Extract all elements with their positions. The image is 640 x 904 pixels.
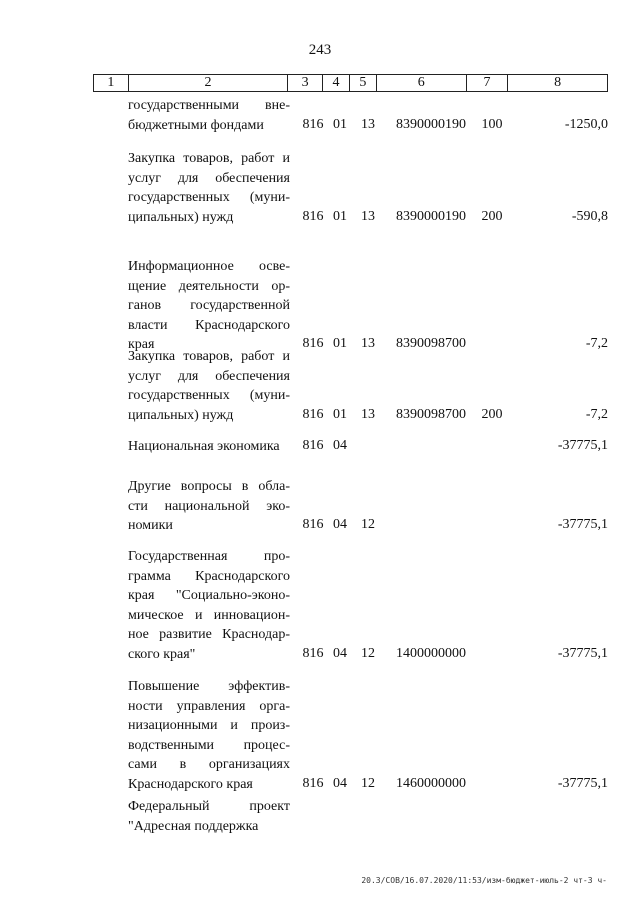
description-line: сами в организациях (128, 757, 290, 772)
header-col-3: 3 (288, 75, 323, 91)
description-line: Закупка товаров, работ и (128, 151, 290, 166)
cell-c6: 8390098700 (396, 336, 466, 351)
header-col-8: 8 (554, 75, 562, 90)
cell-c5: 12 (361, 645, 375, 661)
description-line: Краснодарского края (128, 776, 253, 792)
description-line: власти Краснодарского (128, 317, 290, 333)
cell-c8: -37775,1 (557, 775, 608, 791)
cell-c8: -590,8 (571, 208, 608, 224)
row-description (128, 96, 290, 135)
cell-c3: 816 (302, 438, 324, 453)
cell-c3: 816 (302, 517, 324, 532)
header-col-7: 7 (467, 75, 509, 91)
description-line: Закупка товаров, работ и (128, 349, 290, 364)
cell-c8: -37775,1 (557, 645, 608, 661)
description-line: Информационное осве- (128, 259, 290, 274)
description-line: края "Социально-эконо- (128, 588, 290, 603)
description-line: Повышение эффектив- (128, 679, 290, 694)
cell-c5: 12 (361, 775, 375, 791)
cell-c8: -1250,0 (564, 116, 608, 132)
cell-c5: 13 (361, 406, 375, 422)
cell-c5: 13 (361, 336, 375, 351)
description-line: ского края" (128, 646, 196, 662)
row-description (128, 149, 290, 227)
cell-c3: 816 (302, 336, 324, 351)
header-col-2: 2 (129, 75, 288, 91)
cell-c7: 200 (481, 208, 503, 224)
cell-c6: 8390098700 (396, 406, 466, 422)
page-number: 243 (308, 42, 332, 58)
row-description (128, 257, 290, 355)
description-line: сти национальной эко- (128, 498, 290, 514)
cell-c4: 04 (333, 517, 347, 532)
cell-c6: 8390000190 (396, 116, 466, 132)
description-line: ципальных) нужд (128, 209, 234, 225)
row-description (128, 437, 290, 457)
description-line: грамма Краснодарского (128, 568, 290, 584)
table-header (93, 74, 608, 92)
cell-c5: 13 (361, 116, 375, 132)
cell-c6: 1400000000 (396, 645, 466, 661)
row-description (128, 797, 290, 836)
description-line: ности управления орга- (128, 698, 290, 714)
description-line: ганов государственной (128, 298, 290, 313)
cell-c4: 04 (333, 438, 347, 453)
description-line: услуг для обеспечения (128, 368, 290, 384)
description-line: государственных (муни- (128, 190, 290, 205)
description-line: Национальная экономика (128, 439, 280, 454)
cell-c4: 01 (333, 406, 347, 422)
description-line: щение деятельности ор- (128, 278, 290, 294)
cell-c8: -37775,1 (557, 517, 608, 532)
cell-c7: 200 (481, 406, 503, 422)
cell-c5: 13 (361, 208, 375, 224)
cell-c5: 12 (361, 517, 375, 532)
description-line: Государственная про- (128, 549, 290, 564)
row-description (128, 347, 290, 425)
row-description (128, 547, 290, 664)
header-col-4: 4 (323, 75, 350, 91)
description-line: ное развитие Краснодар- (128, 627, 290, 642)
cell-c3: 816 (302, 775, 324, 791)
cell-c8: -37775,1 (557, 438, 608, 453)
description-line: услуг для обеспечения (128, 170, 290, 186)
cell-c4: 01 (333, 336, 347, 351)
header-col-5: 5 (350, 75, 377, 91)
document-footer-code: 20.3/СОВ/16.07.2020/11:53/изм-бюджет-июль-2 чт-3 ч- (361, 876, 607, 885)
cell-c3: 816 (302, 208, 324, 224)
cell-c4: 01 (333, 208, 347, 224)
description-line: низационными и произ- (128, 718, 290, 733)
cell-c4: 01 (333, 116, 347, 132)
description-line: Другие вопросы в обла- (128, 479, 290, 494)
row-description (128, 677, 290, 794)
cell-c7: 100 (481, 116, 503, 132)
description-line: края (128, 337, 155, 352)
cell-c3: 816 (302, 406, 324, 422)
cell-c8: -7,2 (585, 336, 608, 351)
header-col-1: 1 (94, 75, 129, 91)
cell-c8: -7,2 (585, 406, 608, 422)
row-description (128, 477, 290, 536)
description-line: ципальных) нужд (128, 407, 234, 423)
description-line: номики (128, 518, 173, 533)
cell-c6: 8390000190 (396, 208, 466, 224)
description-line: государственных (муни- (128, 388, 290, 403)
description-line: Федеральный проект (128, 799, 290, 814)
cell-c3: 816 (302, 116, 324, 132)
cell-c4: 04 (333, 645, 347, 661)
description-line: мическое и инновацион- (128, 607, 290, 623)
description-line: водственными процес- (128, 737, 290, 753)
cell-c4: 04 (333, 775, 347, 791)
description-line: государственными вне- (128, 98, 290, 113)
description-line: "Адресная поддержка (128, 818, 259, 834)
header-col-6: 6 (377, 75, 467, 91)
cell-c6: 1460000000 (396, 775, 466, 791)
description-line: бюджетными фондами (128, 117, 264, 133)
cell-c3: 816 (302, 645, 324, 661)
